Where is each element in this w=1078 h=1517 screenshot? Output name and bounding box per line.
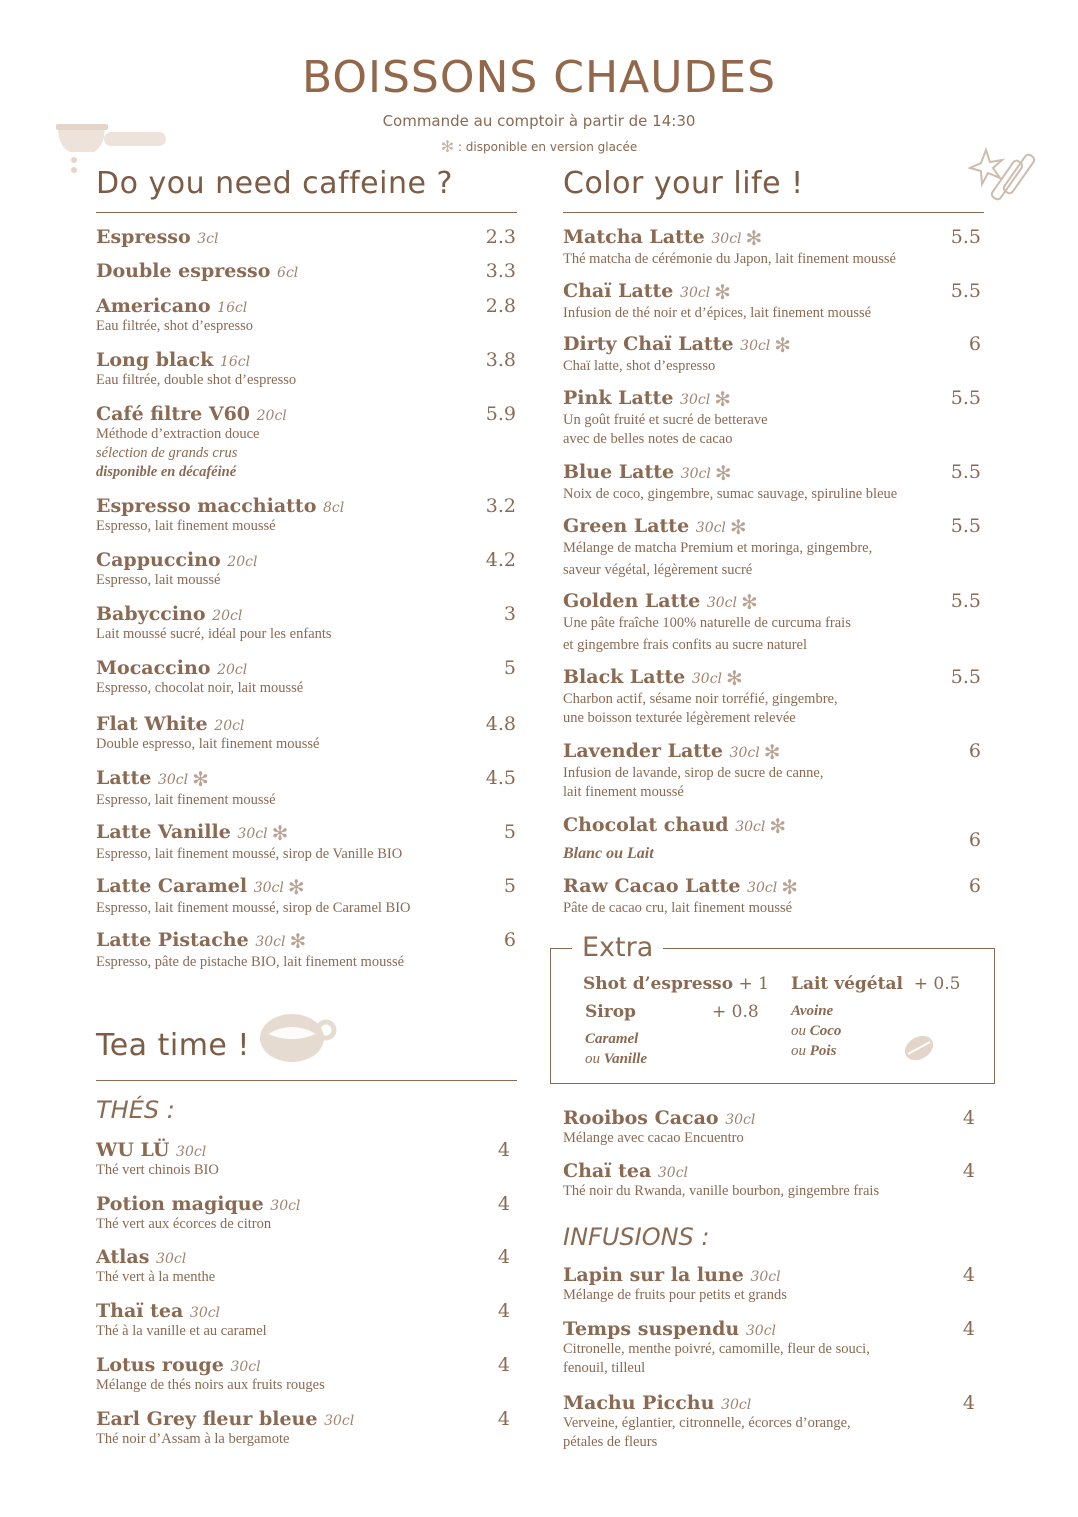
item-description: Blanc ou Lait bbox=[563, 845, 654, 862]
item-size: 30cl bbox=[740, 338, 771, 354]
item-name: Temps suspendu bbox=[563, 1318, 740, 1340]
item-size: 30cl bbox=[255, 934, 286, 950]
item-price: 6 bbox=[503, 929, 516, 951]
menu-item bbox=[96, 1300, 267, 1341]
item-name: Long black bbox=[96, 349, 214, 371]
item-name: Rooibos Cacao bbox=[563, 1107, 719, 1129]
item-size: 30cl bbox=[750, 1269, 781, 1285]
snowflake-icon: ✻ bbox=[781, 875, 798, 899]
item-description: Double espresso, lait finement moussé bbox=[96, 736, 320, 752]
section-title-tea: Tea time ! bbox=[96, 1028, 250, 1063]
extra-milk-label: Lait végétal bbox=[791, 974, 903, 994]
item-description: Un goût fruité et sucré de betterave bbox=[563, 412, 768, 428]
item-description: Thé noir du Rwanda, vanille bourbon, gingembre frais bbox=[563, 1183, 880, 1199]
item-size: 30cl bbox=[711, 231, 742, 247]
item-description: Pâte de cacao cru, lait finement moussé bbox=[563, 900, 793, 916]
menu-item bbox=[96, 549, 257, 590]
item-price: 6 bbox=[968, 829, 981, 851]
item-name: Potion magique bbox=[96, 1193, 264, 1215]
menu-item-name bbox=[563, 740, 824, 764]
item-description: Chaï latte, shot d’espresso bbox=[563, 358, 716, 374]
item-description: Thé noir d’Assam à la bergamote bbox=[96, 1431, 290, 1447]
color-divider bbox=[563, 212, 984, 213]
snowflake-icon: ✻ bbox=[714, 387, 731, 411]
item-price: 4.5 bbox=[485, 767, 516, 789]
item-description: Eau filtrée, shot d’espresso bbox=[96, 318, 254, 334]
item-price: 4.2 bbox=[485, 549, 516, 571]
item-price: 4 bbox=[497, 1193, 510, 1215]
item-price: 5.5 bbox=[950, 280, 981, 302]
item-name: Chaï Latte bbox=[563, 280, 674, 302]
menu-item bbox=[96, 1246, 215, 1287]
menu-item-name bbox=[563, 387, 768, 411]
item-size: 30cl bbox=[237, 826, 268, 842]
menu-item bbox=[96, 767, 276, 810]
menu-item bbox=[563, 814, 786, 863]
menu-item-name bbox=[96, 1139, 219, 1161]
item-price: 5 bbox=[503, 821, 516, 843]
item-price: 3.8 bbox=[485, 349, 516, 371]
item-description: fenouil, tilleul bbox=[563, 1360, 646, 1376]
snowflake-icon: ✻ bbox=[763, 740, 781, 764]
item-price: 4 bbox=[962, 1107, 975, 1129]
item-name: Chaï tea bbox=[563, 1160, 652, 1182]
extra-shot-price: + 1 bbox=[738, 974, 769, 994]
menu-item bbox=[96, 1408, 354, 1449]
item-description: avec de belles notes de cacao bbox=[563, 431, 733, 447]
item-size: 30cl bbox=[253, 880, 284, 896]
item-size: 20cl bbox=[256, 408, 287, 424]
tea-cup-icon bbox=[258, 1010, 338, 1066]
menu-item bbox=[563, 461, 897, 504]
item-description: Espresso, lait finement moussé bbox=[96, 792, 276, 808]
item-price: 4 bbox=[962, 1264, 975, 1286]
item-description: Infusion de thé noir et d’épices, lait finement moussé bbox=[563, 305, 872, 321]
item-name: Black Latte bbox=[563, 666, 686, 688]
item-size: 30cl bbox=[230, 1359, 261, 1375]
menu-item-name bbox=[563, 226, 896, 250]
item-price: 4 bbox=[497, 1246, 510, 1268]
item-description: Citronelle, menthe poivré, camomille, fleur de souci, bbox=[563, 1341, 870, 1357]
menu-item-name bbox=[563, 875, 798, 899]
snowflake-icon: ✻ bbox=[774, 333, 792, 357]
menu-item-name bbox=[563, 814, 786, 838]
item-price: 3.3 bbox=[485, 260, 516, 282]
menu-item-name bbox=[563, 515, 872, 539]
item-name: Café filtre V60 bbox=[96, 403, 251, 425]
item-price: 5.5 bbox=[950, 590, 981, 612]
item-description: une boisson texturée légèrement relevée bbox=[563, 710, 796, 726]
menu-item-name bbox=[96, 1354, 325, 1376]
infusions-heading: INFUSIONS : bbox=[563, 1223, 710, 1251]
snowflake-icon: ✻ bbox=[726, 666, 743, 690]
menu-item bbox=[96, 713, 320, 754]
item-name: Babyccino bbox=[96, 603, 206, 625]
item-size: 30cl bbox=[157, 772, 189, 788]
item-price: 4 bbox=[962, 1318, 975, 1340]
menu-item bbox=[96, 226, 219, 248]
item-size: 30cl bbox=[745, 1323, 777, 1339]
menu-item-name bbox=[563, 1264, 787, 1286]
item-size: 30cl bbox=[706, 595, 737, 611]
menu-item bbox=[563, 1264, 787, 1305]
item-price: 2.3 bbox=[485, 226, 516, 248]
item-price: 5.5 bbox=[950, 461, 981, 483]
item-name: Dirty Chaï Latte bbox=[563, 333, 734, 355]
item-name: Pink Latte bbox=[563, 387, 674, 409]
item-name: Blue Latte bbox=[563, 461, 675, 483]
section-title-color: Color your life ! bbox=[563, 166, 804, 201]
extra-sirop-label: Sirop bbox=[585, 1002, 636, 1022]
menu-item bbox=[563, 740, 824, 802]
item-name: Double espresso bbox=[96, 260, 271, 282]
section-title-caffeine: Do you need caffeine ? bbox=[96, 166, 453, 201]
menu-item bbox=[96, 657, 303, 698]
snowflake-icon: ✻ bbox=[729, 515, 747, 539]
extra-sirop-price: + 0.8 bbox=[712, 1002, 759, 1022]
menu-item-name bbox=[563, 280, 871, 304]
item-price: 5.5 bbox=[950, 666, 981, 688]
item-name: Cappuccino bbox=[96, 549, 221, 571]
item-description: saveur végétal, légèrement sucré bbox=[563, 562, 753, 578]
item-name: Latte Caramel bbox=[96, 875, 248, 897]
item-description: disponible en décaféiné bbox=[96, 464, 237, 480]
menu-item-name bbox=[96, 1408, 354, 1430]
menu-item bbox=[96, 295, 253, 336]
item-description: Thé vert chinois BIO bbox=[96, 1162, 219, 1178]
item-description: Mélange de fruits pour petits et grands bbox=[563, 1287, 787, 1303]
menu-item bbox=[96, 929, 404, 972]
menu-item bbox=[563, 226, 896, 269]
item-price: 3 bbox=[503, 603, 516, 625]
extra-milk-options: Avoine ou Coco ou Pois bbox=[791, 1003, 842, 1059]
item-price: 4 bbox=[962, 1160, 975, 1182]
item-name: Latte bbox=[96, 767, 152, 789]
item-price: 4 bbox=[962, 1392, 975, 1414]
menu-item-name bbox=[96, 495, 344, 517]
item-name: Machu Picchu bbox=[563, 1392, 715, 1414]
item-size: 30cl bbox=[324, 1413, 355, 1429]
extra-shot-label: Shot d’espresso bbox=[583, 974, 734, 994]
menu-item-name bbox=[96, 549, 257, 571]
menu-item bbox=[96, 495, 344, 536]
menu-item bbox=[96, 875, 411, 918]
item-price: 6 bbox=[968, 333, 981, 355]
item-description: Noix de coco, gingembre, sumac sauvage, spiruline bleue bbox=[563, 486, 898, 502]
menu-item-name bbox=[96, 1193, 300, 1215]
item-size: 30cl bbox=[680, 285, 711, 301]
menu-item-name bbox=[96, 403, 287, 425]
extra-shot bbox=[583, 974, 769, 994]
extra-title: Extra bbox=[572, 932, 663, 963]
item-size: 16cl bbox=[217, 300, 248, 316]
item-name: Lotus rouge bbox=[96, 1354, 224, 1376]
item-size: 8cl bbox=[323, 500, 345, 516]
item-price: 4 bbox=[497, 1408, 510, 1430]
item-size: 30cl bbox=[695, 520, 726, 536]
item-name: Atlas bbox=[96, 1246, 150, 1268]
item-size: 30cl bbox=[270, 1198, 301, 1214]
item-description: Infusion de lavande, sirop de sucre de canne, bbox=[563, 765, 824, 781]
item-price: 5 bbox=[503, 657, 516, 679]
snowflake-icon: ✻ bbox=[714, 280, 731, 304]
item-description: Espresso, pâte de pistache BIO, lait finement moussé bbox=[96, 954, 405, 970]
item-description: Mélange de thés noirs aux fruits rouges bbox=[96, 1377, 325, 1393]
menu-item bbox=[563, 1160, 879, 1201]
page-subtitle: Commande au comptoir à partir de 14:30 bbox=[382, 112, 696, 130]
item-price: 5 bbox=[503, 875, 516, 897]
item-name: Lavender Latte bbox=[563, 740, 723, 762]
item-size: 30cl bbox=[735, 819, 766, 835]
item-description: Eau filtrée, double shot d’espresso bbox=[96, 372, 297, 388]
menu-item-name bbox=[563, 590, 851, 614]
item-price: 4.8 bbox=[485, 713, 516, 735]
menu-item bbox=[563, 1392, 851, 1452]
item-price: 6 bbox=[968, 875, 981, 897]
item-description: Thé matcha de cérémonie du Japon, lait finement moussé bbox=[563, 251, 896, 267]
item-name: Mocaccino bbox=[96, 657, 211, 679]
item-description: Thé vert aux écorces de citron bbox=[96, 1216, 272, 1232]
snowflake-icon: ✻ bbox=[289, 929, 307, 953]
item-name: Matcha Latte bbox=[563, 226, 705, 248]
item-description: sélection de grands crus bbox=[96, 445, 238, 461]
item-description: et gingembre frais confits au sucre naturel bbox=[563, 637, 807, 653]
snowflake-icon: ✻ bbox=[271, 821, 289, 845]
snowflake-icon: ✻ bbox=[769, 814, 787, 838]
item-size: 30cl bbox=[725, 1112, 756, 1128]
item-description: Thé à la vanille et au caramel bbox=[96, 1323, 267, 1339]
item-description: Méthode d’extraction douce bbox=[96, 426, 260, 442]
caffeine-divider bbox=[96, 212, 517, 213]
menu-item bbox=[96, 1354, 325, 1395]
menu-item bbox=[96, 1139, 219, 1180]
item-size: 30cl bbox=[729, 745, 760, 761]
item-size: 30cl bbox=[747, 880, 778, 896]
item-name: Chocolat chaud bbox=[563, 814, 729, 836]
item-description: Espresso, lait finement moussé, sirop de Caramel BIO bbox=[96, 900, 411, 916]
menu-item-name bbox=[96, 767, 276, 791]
menu-item bbox=[563, 333, 791, 376]
extra-milk-price: + 0.5 bbox=[913, 974, 961, 994]
item-description: Verveine, églantier, citronnelle, écorces d’orange, bbox=[563, 1415, 851, 1431]
menu-item-name bbox=[96, 875, 411, 899]
item-size: 30cl bbox=[156, 1251, 187, 1267]
item-name: Flat White bbox=[96, 713, 208, 735]
coffee-bean-icon bbox=[902, 1032, 936, 1064]
menu-item bbox=[563, 590, 851, 655]
snowflake-icon: ✻ bbox=[714, 461, 732, 485]
item-name: Espresso bbox=[96, 226, 191, 248]
item-description: lait finement moussé bbox=[563, 784, 684, 800]
item-price: 3.2 bbox=[485, 495, 516, 517]
menu-item bbox=[563, 1107, 755, 1148]
item-price: 5.9 bbox=[485, 403, 516, 425]
item-description: Une pâte fraîche 100% naturelle de curcuma frais bbox=[563, 615, 851, 631]
item-size: 30cl bbox=[176, 1144, 207, 1160]
menu-item-name bbox=[96, 1246, 215, 1268]
item-size: 20cl bbox=[214, 718, 245, 734]
menu-item-name bbox=[96, 657, 303, 679]
snowflake-icon: ✻ bbox=[192, 767, 209, 791]
menu-item-name bbox=[563, 1318, 870, 1340]
menu-item-name bbox=[563, 1392, 851, 1414]
menu-item bbox=[96, 403, 287, 482]
item-description: Mélange de matcha Premium et moringa, gingembre, bbox=[563, 540, 873, 556]
item-name: Latte Vanille bbox=[96, 821, 231, 843]
iced-legend-text: : disponible en version glacée bbox=[457, 140, 638, 154]
item-size: 6cl bbox=[277, 265, 299, 281]
menu-item-name bbox=[96, 226, 219, 248]
thes-heading: THÉS : bbox=[96, 1096, 175, 1124]
item-size: 20cl bbox=[212, 608, 243, 624]
item-price: 4 bbox=[497, 1354, 510, 1376]
item-price: 5.5 bbox=[950, 515, 981, 537]
spice-icon bbox=[968, 144, 1038, 208]
item-price: 5.5 bbox=[950, 226, 981, 248]
menu-item-name bbox=[96, 295, 253, 317]
item-description: pétales de fleurs bbox=[563, 1434, 658, 1450]
item-price: 6 bbox=[968, 740, 981, 762]
menu-item-name bbox=[96, 260, 298, 282]
menu-item bbox=[96, 349, 296, 390]
menu-item-name bbox=[563, 1107, 755, 1129]
menu-item-name bbox=[96, 349, 296, 371]
extra-sirop-options: Caramel ou Vanille bbox=[585, 1031, 648, 1067]
menu-item bbox=[96, 603, 332, 644]
menu-item-name bbox=[563, 666, 838, 690]
item-name: Golden Latte bbox=[563, 590, 701, 612]
item-size: 20cl bbox=[227, 554, 258, 570]
item-size: 30cl bbox=[189, 1305, 221, 1321]
menu-item-name bbox=[96, 1300, 267, 1322]
item-size: 30cl bbox=[657, 1165, 689, 1181]
item-name: Raw Cacao Latte bbox=[563, 875, 741, 897]
item-price: 4 bbox=[497, 1139, 510, 1161]
menu-item bbox=[563, 280, 871, 323]
item-price: 5.5 bbox=[950, 387, 981, 409]
item-description: Espresso, lait moussé bbox=[96, 572, 221, 588]
menu-item-name bbox=[96, 603, 332, 625]
page-title: BOISSONS CHAUDES bbox=[301, 52, 777, 103]
menu-item bbox=[96, 1193, 300, 1234]
snowflake-icon: ✻ bbox=[745, 226, 763, 250]
snowflake-icon: ✻ bbox=[440, 137, 455, 156]
item-size: 3cl bbox=[197, 231, 219, 247]
menu-item-name bbox=[563, 1160, 879, 1182]
item-description: Charbon actif, sésame noir torréfié, gingembre, bbox=[563, 691, 838, 707]
menu-item bbox=[96, 821, 402, 864]
menu-item bbox=[563, 1318, 870, 1378]
menu-item-name bbox=[563, 461, 897, 485]
menu-item bbox=[563, 515, 872, 580]
menu-item-name bbox=[563, 333, 791, 357]
item-name: Green Latte bbox=[563, 515, 690, 537]
item-name: WU LÜ bbox=[96, 1139, 170, 1161]
item-price: 2.8 bbox=[485, 295, 516, 317]
item-description: Espresso, lait finement moussé, sirop de Vanille BIO bbox=[96, 846, 403, 862]
item-size: 30cl bbox=[691, 671, 723, 687]
menu-item bbox=[563, 666, 838, 728]
menu-item bbox=[563, 875, 798, 918]
menu-item-name bbox=[96, 713, 320, 735]
item-size: 16cl bbox=[219, 354, 251, 370]
menu-item bbox=[563, 387, 768, 449]
item-name: Earl Grey fleur bleue bbox=[96, 1408, 318, 1430]
item-price: 4 bbox=[497, 1300, 510, 1322]
item-name: Lapin sur la lune bbox=[563, 1264, 744, 1286]
item-description: Lait moussé sucré, idéal pour les enfants bbox=[96, 626, 332, 642]
item-description: Thé vert à la menthe bbox=[96, 1269, 216, 1285]
item-name: Americano bbox=[96, 295, 211, 317]
snowflake-icon: ✻ bbox=[287, 875, 305, 899]
menu-item bbox=[96, 260, 298, 282]
menu-item-name bbox=[96, 929, 404, 953]
item-name: Thaï tea bbox=[96, 1300, 184, 1322]
item-name: Latte Pistache bbox=[96, 929, 249, 951]
menu-item-name bbox=[96, 821, 402, 845]
item-size: 30cl bbox=[721, 1397, 752, 1413]
item-name: Espresso macchiatto bbox=[96, 495, 317, 517]
item-size: 30cl bbox=[680, 392, 711, 408]
item-description: Espresso, chocolat noir, lait moussé bbox=[96, 680, 304, 696]
extra-milk bbox=[791, 974, 960, 994]
item-size: 20cl bbox=[217, 662, 248, 678]
item-size: 30cl bbox=[680, 466, 711, 482]
tea-divider bbox=[96, 1080, 517, 1081]
item-description: Mélange avec cacao Encuentro bbox=[563, 1130, 744, 1146]
item-description: Espresso, lait finement moussé bbox=[96, 518, 276, 534]
snowflake-icon: ✻ bbox=[741, 590, 758, 614]
